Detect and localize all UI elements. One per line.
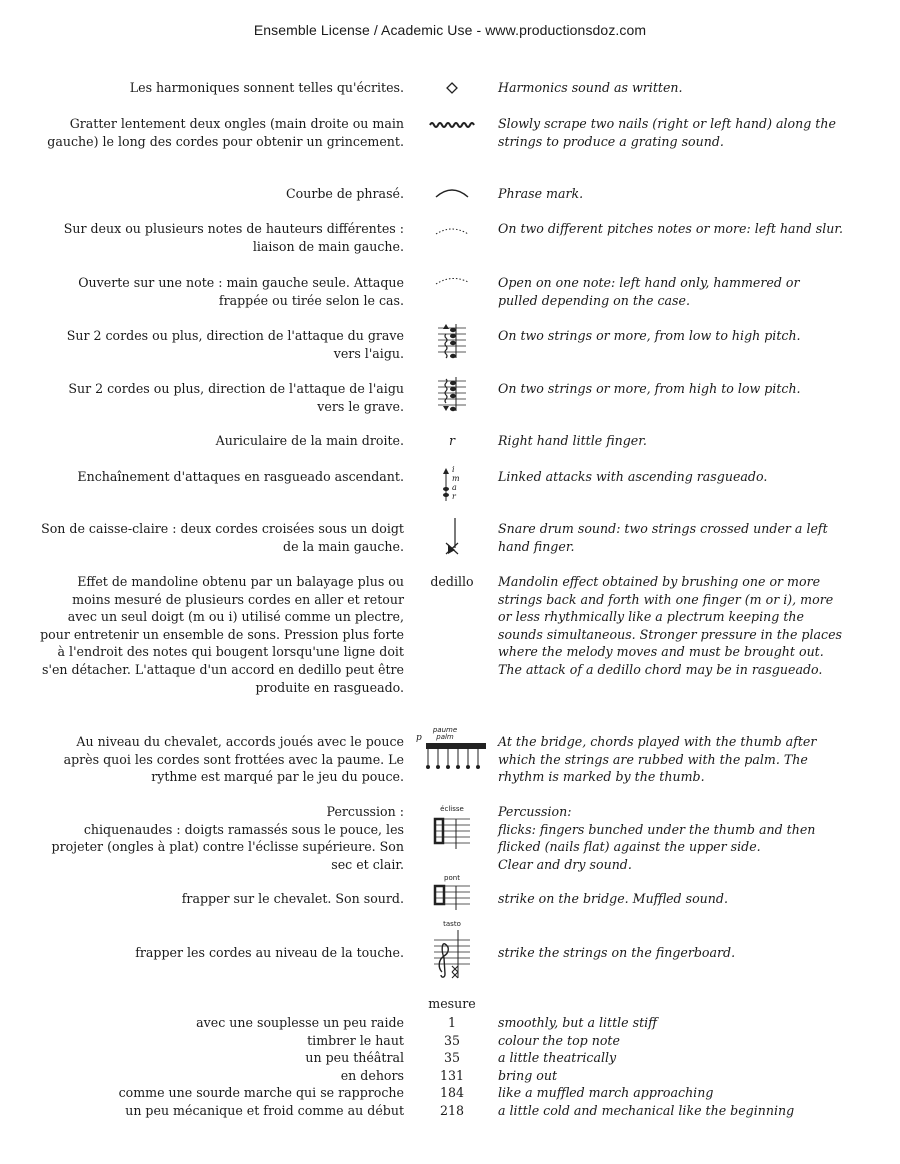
measure-row [0,1014,900,1032]
french-text: Son de caisse-claire : deux cordes croisées sous un doigt de la main gauche. [41,521,404,554]
english-text: Open on one note: left hand only, hammered or pulled depending on the case. [498,275,800,308]
english-text: Mandolin effect obtained by brushing one or more strings back and forth with one finger (m or i), more or less rhythmically like a plectrum keeping the sounds simultaneous. Stronger pressure in the places where the melody moves and must be brought out. The attack of a dedillo chord may be in rasgueado. [498,574,842,677]
harmonic-diamond-icon [420,81,484,95]
arpeggio-up-icon [420,320,484,364]
french-text: Sur 2 cordes ou plus, direction de l'attaque de l'aigu vers le grave. [68,381,404,414]
english-text: Harmonics sound as written. [498,80,683,95]
pont-label: pont [444,874,460,882]
finger-i: i [452,465,455,474]
measure-row [0,1102,900,1120]
percussion-pont-icon [420,874,484,914]
measure-fr-text: comme une sourde marche qui se rapproche [118,1085,404,1101]
measure-fr-text: un peu théâtral [305,1050,404,1066]
french-text: Les harmoniques sonnent telles qu'écrites. [129,80,404,95]
wavy-line-icon [420,119,484,129]
measure-row [0,1067,900,1085]
little-finger-symbol: r [448,433,456,448]
measure-fr-text: un peu mécanique et froid comme au début [125,1103,404,1118]
dedillo-symbol: dedillo [430,574,474,589]
measure-fr-text: avec une souplesse un peu raide [196,1015,404,1030]
french-text: Gratter lentement deux ongles (main droite ou main gauche) le long des cordes pour obtenir un grincement. [47,116,404,149]
measure-number: 218 [439,1103,465,1118]
english-text: On two strings or more, from high to low pitch. [498,381,801,396]
measure-en-text: colour the top note [498,1032,620,1048]
palm-label-en: palm [436,733,454,741]
english-text: Snare drum sound: two strings crossed under a left hand finger. [498,521,828,554]
rasgueado-icon [420,465,484,505]
measure-en-text: a little cold and mechanical like the beginning [498,1103,795,1118]
english-text: On two strings or more, from low to high pitch. [498,328,801,343]
finger-m: m [452,474,460,483]
measure-en-text: like a muffled march approaching [498,1085,714,1101]
measure-en-text: smoothly, but a little stiff [498,1015,658,1030]
phrase-arc-icon [420,185,484,199]
english-text: Slowly scrape two nails (right or left hand) along the strings to produce a grating sound. [498,116,836,149]
measure-number: 184 [439,1085,465,1101]
french-text: Effet de mandoline obtenu par un balayage plus ou moins mesuré de plusieurs cordes en aller et retour avec un seul doigt (m ou i) utilisé comme un plectre, pour entretenir un ensemble de sons. Pression plus forte à l'endroit des notes qui bougent lorsqu'une ligne doit s'en détacher. L'attaque d'un accord en dedillo peut être produite en rasgueado. [40,574,404,695]
palm-rhythm-icon [414,727,490,773]
english-text: strike on the bridge. Muffled sound. [498,891,728,906]
thumb-mark: p [416,733,422,743]
measure-row [0,1049,900,1067]
french-text: Sur 2 cordes ou plus, direction de l'attaque du grave vers l'aigu. [66,328,404,361]
license-header: Ensemble License / Academic Use - www.productionsdoz.com [253,22,647,38]
snare-note-icon [420,516,484,556]
measure-column-heading: mesure [428,996,476,1011]
french-text: Sur deux ou plusieurs notes de hauteurs différentes : liaison de main gauche. [63,221,404,254]
english-text: Phrase mark. [498,186,584,201]
english-text: Linked attacks with ascending rasgueado. [498,469,768,484]
arpeggio-down-icon [420,373,484,417]
french-text: Courbe de phrasé. [285,186,404,201]
percussion-tasto-icon [420,920,484,984]
measure-row [0,1084,900,1102]
measure-row [0,1032,900,1050]
percussion-eclisse-icon [420,805,484,853]
dotted-open-slur-icon [420,274,484,286]
tasto-label: tasto [443,920,461,928]
english-text: On two different pitches notes or more: left hand slur. [498,221,843,236]
measure-en-text: a little theatrically [498,1050,617,1066]
french-text: Au niveau du chevalet, accords joués avec le pouce après quoi les cordes sont frottées avec la paume. Le rythme est marqué par le jeu du pouce. [63,734,404,785]
french-text: frapper sur le chevalet. Son sourd. [181,891,404,906]
measure-fr-text: en dehors [340,1067,404,1083]
english-text: At the bridge, chords played with the thumb after which the strings are rubbed with the palm. The rhythm is marked by the thumb. [498,734,817,785]
finger-r: r [452,492,456,501]
palm-label-fr: paume [432,726,458,734]
finger-a: a [452,483,457,492]
eclisse-label: éclisse [440,805,464,813]
measure-number: 35 [443,1032,461,1048]
french-text: Ouverte sur une note : main gauche seule. Attaque frappée ou tirée selon le cas. [78,275,404,308]
english-text: Right hand little finger. [498,433,647,448]
french-text: frapper les cordes au niveau de la touche. [135,945,404,960]
measure-number: 1 [447,1015,456,1030]
dotted-slur-icon [420,224,484,236]
english-text: Percussion: flicks: fingers bunched under the thumb and then flicked (nails flat) against the upper side. Clear and dry sound. [498,804,816,872]
french-text: Auriculaire de la main droite. [215,433,404,448]
measure-number: 131 [439,1067,465,1083]
measure-fr-text: timbrer le haut [307,1032,404,1048]
french-text: Enchaînement d'attaques en rasgueado ascendant. [77,469,404,484]
measure-number: 35 [443,1050,461,1066]
measure-en-text: bring out [498,1067,558,1083]
french-text: Percussion : chiquenaudes : doigts ramassés sous le pouce, les projeter (ongles à plat) contre l'éclisse supérieure. Son sec et clair. [51,804,404,872]
english-text: strike the strings on the fingerboard. [498,945,736,960]
